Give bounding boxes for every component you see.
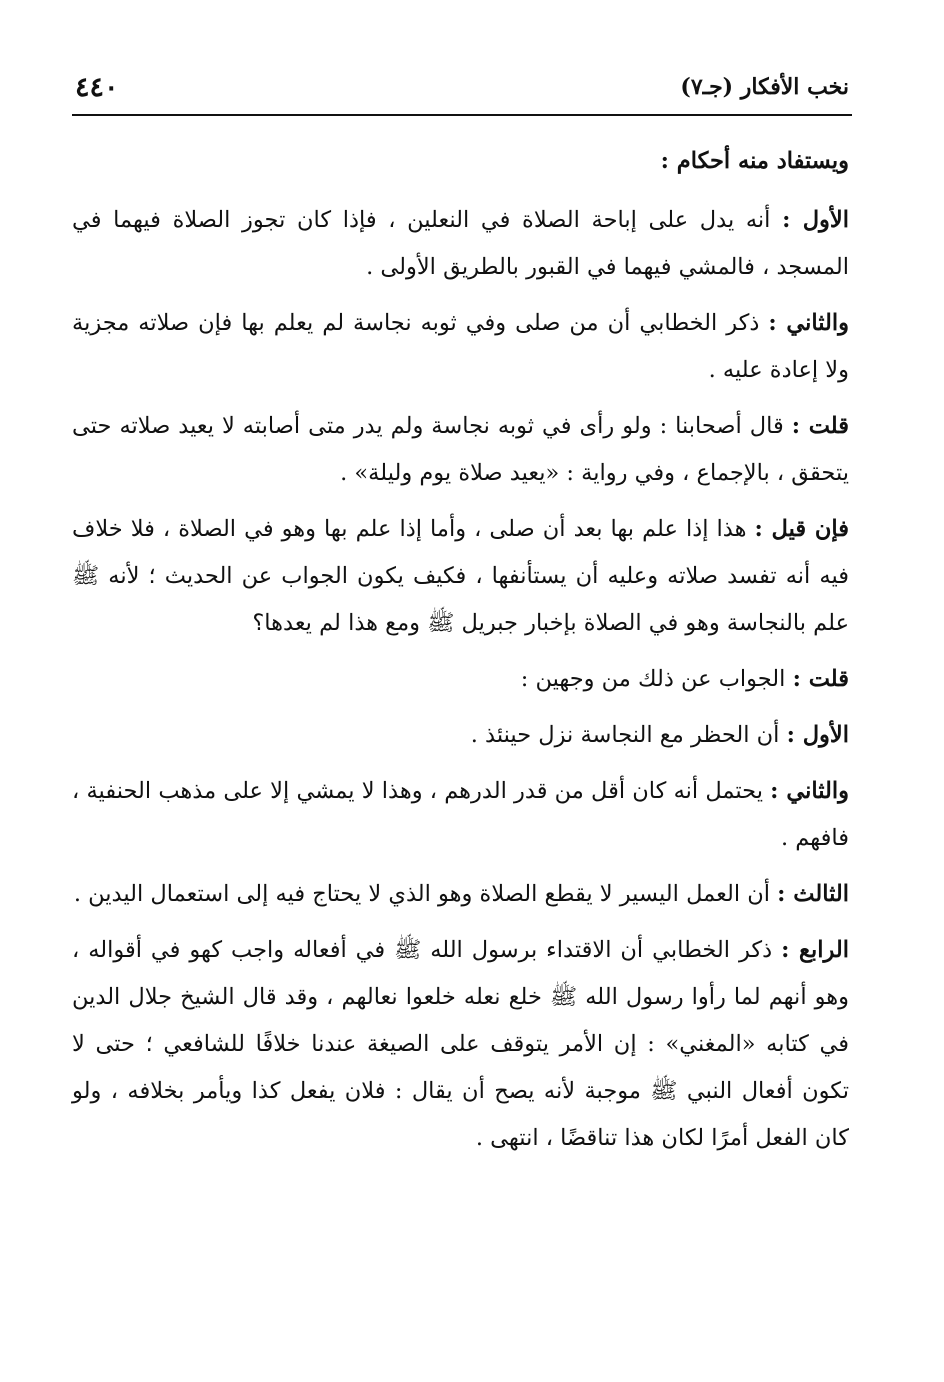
paragraph [72, 197, 849, 291]
paragraph-text: ذكر الخطابي أن الاقتداء برسول الله ﷺ في أفعاله واجب كهو في أقواله ، وهو أنهم لما رأوا رسول الله ﷺ خلع نعله خلعوا نعالهم ، وقد قال الشيخ جلال الدين في كتابه «المغني» : إن الأمر يتوقف على الصيغة عندنا خلافًا للشافعي ؛ حتى لا تكون أفعال النبي ﷺ موجبة لأنه يصح أن يقال : فلان يفعل كذا ويأمر بخلافه ، ولو كان الفعل أمرًا لكان هذا تناقضًا ، انتهى . [72, 937, 849, 1151]
paragraph-text: أن الحظر مع النجاسة نزل حينئذ . [470, 722, 787, 748]
paragraph-text: ذكر الخطابي أن من صلى وفي ثوبه نجاسة لم يعلم بها فإن صلاته مجزية ولا إعادة عليه . [72, 310, 849, 383]
paragraph [72, 927, 849, 1162]
page-number: ٤٤٠ [75, 71, 119, 103]
paragraph-lead: الرابع : [781, 937, 849, 963]
body-text [72, 138, 849, 1171]
paragraph-text: قال أصحابنا : ولو رأى في ثوبه نجاسة ولم يدر متى أصابته لا يعيد صلاته حتى يتحقق ، بالإجماع ، وفي رواية : «يعيد صلاة يوم وليلة» . [72, 413, 849, 486]
paragraph-text: أنه يدل على إباحة الصلاة في النعلين ، فإذا كان تجوز الصلاة فيهما في المسجد ، فالمشي فيهما في القبور بالطريق الأولى . [72, 207, 849, 280]
paragraph [72, 712, 849, 759]
paragraph-text: الجواب عن ذلك من وجهين : [520, 666, 793, 692]
paragraph-lead: قلت : [792, 666, 849, 692]
paragraph [72, 871, 849, 918]
section-heading: ويستفاد منه أحكام : [660, 148, 849, 174]
paragraph-lead: فإن قيل : [754, 516, 849, 542]
paragraph [72, 300, 849, 394]
paragraph-lead: الثالث : [777, 881, 849, 907]
paragraph [72, 403, 849, 497]
paragraph [72, 506, 849, 647]
paragraph [72, 656, 849, 703]
running-title: نخب الأفكار (جـ٧) [680, 74, 849, 100]
paragraph-text: أن العمل اليسير لا يقطع الصلاة وهو الذي لا يحتاج فيه إلى استعمال اليدين . [73, 881, 778, 907]
paragraph-lead: والثاني : [768, 310, 849, 336]
paragraph-lead: والثاني : [770, 778, 849, 804]
header-rule [72, 114, 852, 116]
page-header [75, 62, 849, 112]
paragraph-text: هذا إذا علم بها بعد أن صلى ، وأما إذا علم بها وهو في الصلاة ، فلا خلاف فيه أنه تفسد صلاته وعليه أن يستأنفها ، فكيف يكون الجواب عن الحديث ؛ لأنه ﷺ علم بالنجاسة وهو في الصلاة بإخبار جبريل ﷺ ومع هذا لم يعدها؟ [72, 516, 849, 636]
paragraph-lead: الأول : [782, 207, 850, 233]
paragraph [72, 768, 849, 862]
paragraph-lead: قلت : [791, 413, 849, 439]
paragraph-text: يحتمل أنه كان أقل من قدر الدرهم ، وهذا لا يمشي إلا على مذهب الحنفية ، فافهم . [72, 778, 849, 851]
paragraph-lead: الأول : [786, 722, 849, 748]
